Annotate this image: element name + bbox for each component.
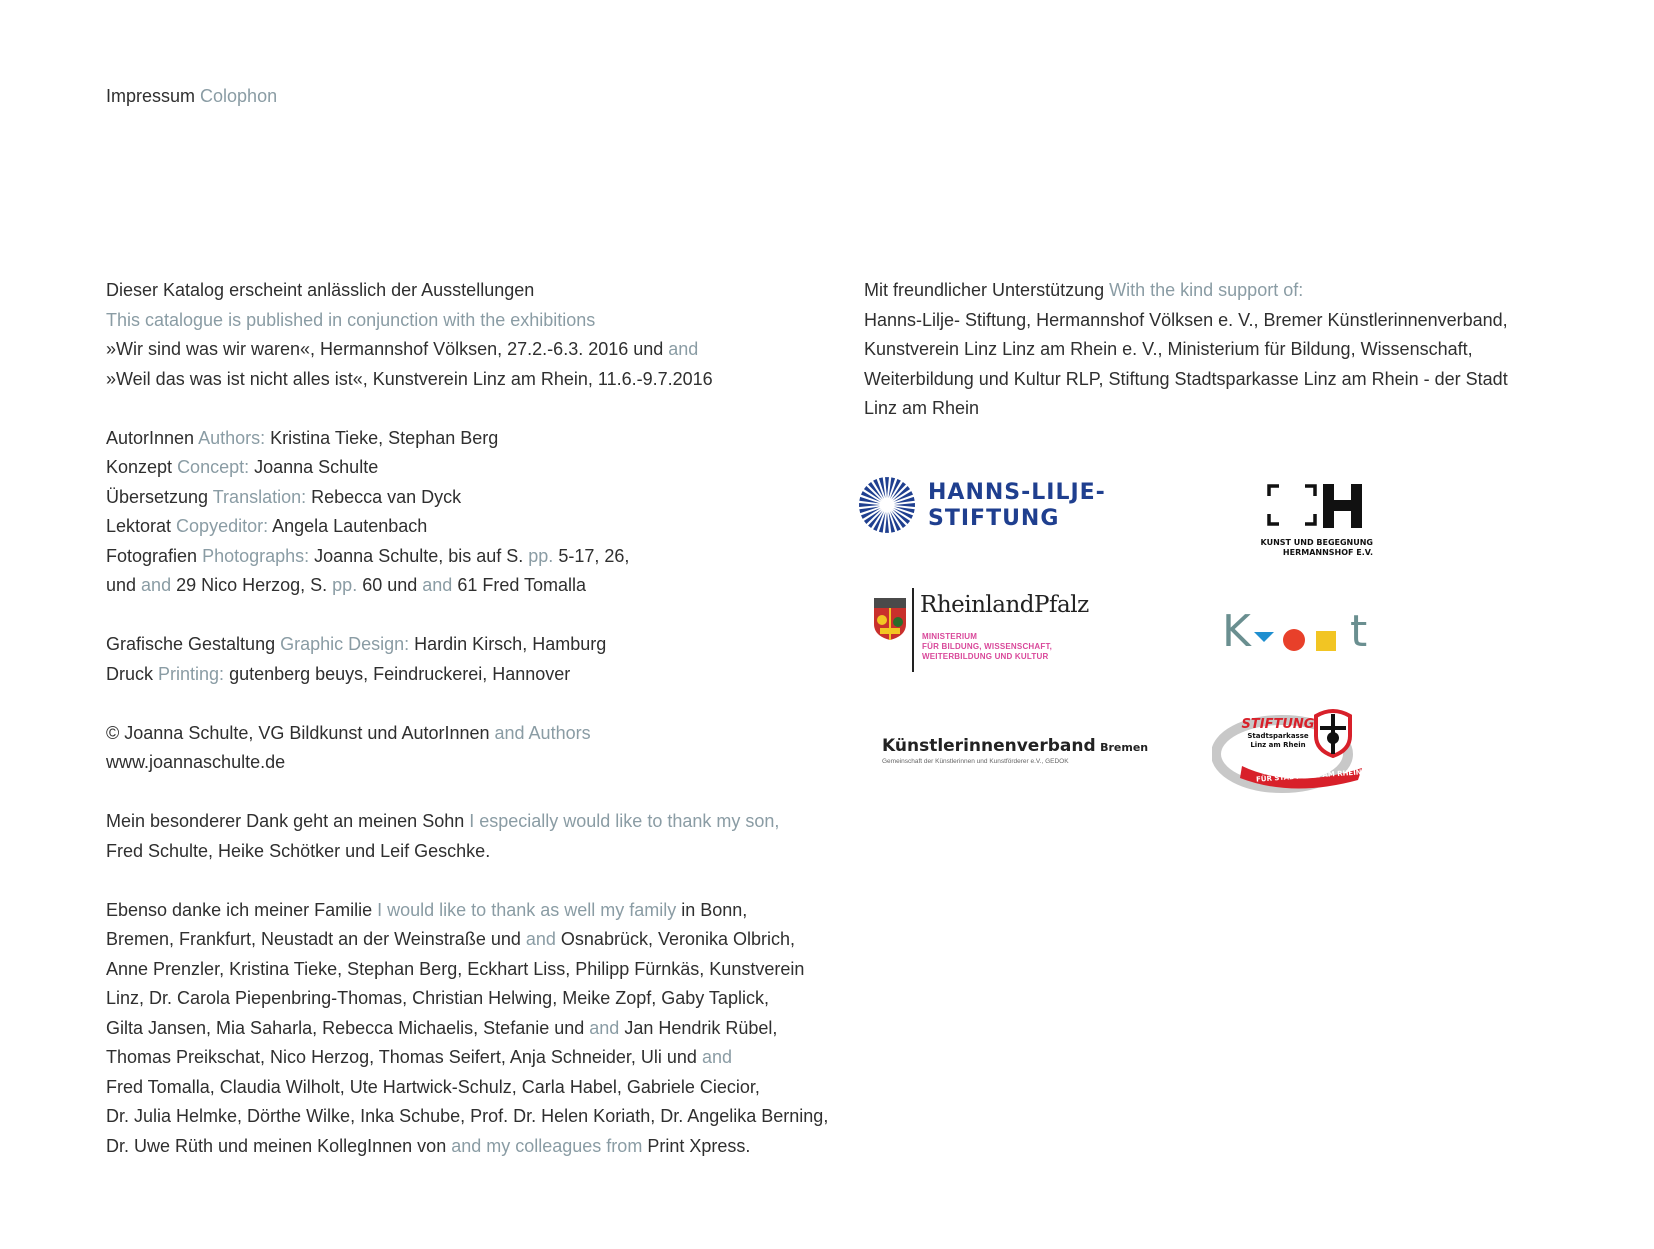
stiftung-band: FÜR STADT LINZ AM RHEIN [1255, 768, 1362, 784]
spacer [106, 778, 846, 808]
german-text: in Bonn, [676, 899, 748, 920]
german-text: Hanns-Lilje- Stiftung, Hermannshof Völksen e. V., Bremer Künstlerinnenverband, [864, 309, 1508, 330]
german-text: Thomas Preikschat, Nico Herzog, Thomas Seifert, Anja Schneider, Uli und [106, 1047, 702, 1067]
german-text: Dr. Julia Helmke, Dörthe Wilke, Inka Schube, Prof. Dr. Helen Koriath, Dr. Angelika Berning, [106, 1106, 829, 1126]
rlp-divider [912, 588, 914, 672]
text-line [864, 306, 1584, 336]
german-text: Weiterbildung und Kultur RLP, Stiftung Stadtsparkasse Linz am Rhein - der Stadt [864, 368, 1508, 389]
stiftung-line2: Linz am Rhein [1250, 741, 1306, 749]
thanks-family-block [106, 896, 846, 1162]
german-text: Rebecca van Dyck [306, 486, 462, 507]
english-text: pp. [528, 545, 554, 566]
text-line [106, 925, 846, 955]
text-line [864, 365, 1584, 395]
kunstverein-linz-logo [1222, 608, 1392, 660]
german-text: Fotografien [106, 545, 203, 566]
text-line [106, 660, 846, 690]
text-line [106, 483, 846, 513]
english-text: With the kind support of: [1109, 280, 1304, 300]
german-text: und [106, 575, 142, 595]
kuenstlerinnenverband-logo [882, 736, 1149, 776]
hermannshof-line2: HERMANNSHOF E.V. [1282, 548, 1373, 557]
german-text: Print Xpress. [642, 1135, 751, 1156]
rlp-sub2: FÜR BILDUNG, WISSENSCHAFT, [922, 642, 1053, 651]
text-line [106, 1102, 846, 1132]
text-line [106, 276, 846, 306]
german-text: Osnabrück, Veronika Olbrich, [555, 929, 796, 949]
german-text: Mit freundlicher Unterstützung [864, 280, 1110, 300]
german-text: gutenberg beuys, Feindruckerei, Hannover [224, 663, 571, 684]
hanns-lilje-stiftung-logo [858, 476, 1108, 536]
text-line [106, 719, 846, 749]
german-text: © Joanna Schulte, VG Bildkunst und AutorInnen [106, 722, 495, 743]
german-text: Grafische Gestaltung [106, 634, 281, 654]
text-line [106, 984, 846, 1014]
german-text: Lektorat [106, 516, 177, 536]
german-text: Angela Lautenbach [268, 516, 428, 536]
kunstverein-k: K [1222, 606, 1251, 657]
kv-sub: Gemeinschaft der Künstlerinnen und Kunstförderer e.V., GEDOK [882, 758, 1069, 765]
text-line [106, 630, 846, 660]
spacer [106, 601, 846, 631]
english-text: Concept: [177, 457, 250, 477]
english-text: pp. [332, 575, 358, 595]
stiftung-title: STIFTUNG [1241, 717, 1315, 732]
german-text: Druck [106, 663, 159, 684]
text-line [106, 1073, 846, 1103]
german-text: Gilta Jansen, Mia Saharla, Rebecca Michaelis, Stefanie und [106, 1017, 590, 1038]
bracket-h-icon [1267, 484, 1367, 530]
kv-city: Bremen [1100, 741, 1149, 754]
kunstverein-shapes [1252, 610, 1352, 660]
german-text: Bremen, Frankfurt, Neustadt an der Weinstraße und [106, 929, 526, 949]
right-column [864, 276, 1584, 424]
english-text: and my colleagues from [451, 1135, 643, 1156]
german-text: Dieser Katalog erscheint anlässlich der Ausstellungen [106, 280, 535, 300]
text-line [106, 1043, 846, 1073]
spacer [106, 689, 846, 719]
german-text: Ebenso danke ich meiner Familie [106, 899, 378, 920]
german-text: www.joannaschulte.de [106, 752, 286, 772]
english-text: Translation: [212, 486, 307, 507]
text-line [106, 1132, 846, 1162]
english-text: I especially would like to thank my son, [469, 811, 780, 831]
english-text: Graphic Design: [280, 634, 410, 654]
english-text: and [589, 1017, 620, 1038]
german-text: Kunstverein Linz Linz am Rhein e. V., Ministerium für Bildung, Wissenschaft, [864, 339, 1473, 359]
english-text: Photographs: [202, 545, 310, 566]
text-line [106, 512, 846, 542]
text-line [106, 1014, 846, 1044]
english-text: and [422, 575, 453, 595]
german-text: »Wir sind was wir waren«, Hermannshof Völksen, 27.2.-6.3. 2016 und [106, 339, 669, 359]
text-line [106, 807, 846, 837]
text-line [106, 748, 846, 778]
german-text: Joanna Schulte, bis auf S. [309, 545, 529, 566]
german-text: Übersetzung [106, 486, 213, 507]
german-text: Linz am Rhein [864, 398, 980, 418]
text-line [106, 365, 846, 395]
german-text: Fred Schulte, Heike Schötker und Leif Geschke. [106, 840, 491, 861]
page-heading [106, 86, 277, 107]
english-text: Copyeditor: [176, 516, 269, 536]
english-text: and [525, 929, 556, 949]
text-line [106, 424, 846, 454]
german-text: Kristina Tieke, Stephan Berg [265, 427, 499, 448]
english-text: I would like to thank as well my family [377, 899, 677, 920]
heading-german: Impressum [106, 86, 196, 106]
kv-name: Künstlerinnenverband [882, 736, 1096, 756]
hermannshof-line1: KUNST UND BEGEGNUNG [1260, 538, 1373, 547]
left-column [106, 276, 846, 1161]
spacer [106, 394, 846, 424]
text-line [864, 335, 1584, 365]
text-line [864, 394, 1584, 424]
hanns-lilje-line1: HANNS-LILJE- [928, 480, 1106, 505]
coat-of-arms-icon [872, 598, 908, 640]
text-line [106, 837, 846, 867]
copyright-block [106, 719, 846, 778]
intro-block [106, 276, 846, 394]
german-text: 61 Fred Tomalla [452, 575, 587, 595]
stiftung-line1: Stadtsparkasse [1247, 732, 1309, 740]
german-text: 60 und [357, 575, 423, 595]
german-text: Joanna Schulte [249, 457, 379, 477]
german-text: Fred Tomalla, Claudia Wilholt, Ute Hartwick-Schulz, Carla Habel, Gabriele Ciecior, [106, 1076, 760, 1097]
shield-icon [1312, 708, 1354, 758]
square-icon [1316, 631, 1336, 651]
english-text: Authors: [198, 427, 266, 448]
german-text: AutorInnen [106, 427, 199, 448]
sunburst-icon [858, 476, 916, 534]
english-text: and [668, 339, 699, 359]
german-text: Dr. Uwe Rüth und meinen KollegInnen von [106, 1135, 452, 1156]
german-text: 29 Nico Herzog, S. [171, 575, 333, 595]
german-text: Anne Prenzler, Kristina Tieke, Stephan Berg, Eckhart Liss, Philipp Fürnkäs, Kunstverein [106, 958, 805, 979]
hanns-lilje-line2: STIFTUNG [928, 506, 1060, 531]
stiftung-stadtsparkasse-logo [1212, 708, 1372, 794]
german-text: Linz, Dr. Carola Piepenbring-Thomas, Christian Helwing, Meike Zopf, Gaby Taplick, [106, 988, 769, 1008]
text-line [106, 453, 846, 483]
german-text: Jan Hendrik Rübel, [619, 1017, 778, 1038]
text-line [106, 896, 846, 926]
rheinland-pfalz-ministry-logo [872, 588, 1092, 672]
english-text: This catalogue is published in conjunction with the exhibitions [106, 309, 596, 330]
text-line [106, 542, 846, 572]
text-line [106, 955, 846, 985]
hermannshof-logo [1205, 484, 1375, 564]
german-text: »Weil das was ist nicht alles ist«, Kunstverein Linz am Rhein, 11.6.-9.7.2016 [106, 368, 713, 389]
dot-icon [1283, 629, 1305, 651]
english-text: and Authors [494, 722, 591, 743]
german-text: Konzept [106, 457, 178, 477]
support-block [864, 276, 1584, 424]
english-text: and [141, 575, 172, 595]
credits-block [106, 424, 846, 601]
text-line [864, 276, 1584, 306]
design-block [106, 630, 846, 689]
rlp-sub3: WEITERBILDUNG UND KULTUR [922, 652, 1049, 661]
german-text: Hardin Kirsch, Hamburg [409, 634, 607, 654]
english-text: Printing: [158, 663, 225, 684]
heading-english: Colophon [200, 86, 278, 106]
text-line [106, 306, 846, 336]
text-line [106, 335, 846, 365]
spacer [106, 866, 846, 896]
german-text: 5-17, 26, [553, 545, 630, 566]
rlp-name: RheinlandPfalz [920, 592, 1089, 618]
english-text: and [701, 1047, 732, 1067]
text-line [106, 571, 846, 601]
thanks-son-block [106, 807, 846, 866]
triangle-icon [1254, 632, 1274, 642]
rlp-sub1: MINISTERIUM [922, 632, 978, 641]
german-text: Mein besonderer Dank geht an meinen Sohn [106, 811, 470, 831]
kunstverein-t: t [1350, 606, 1368, 657]
